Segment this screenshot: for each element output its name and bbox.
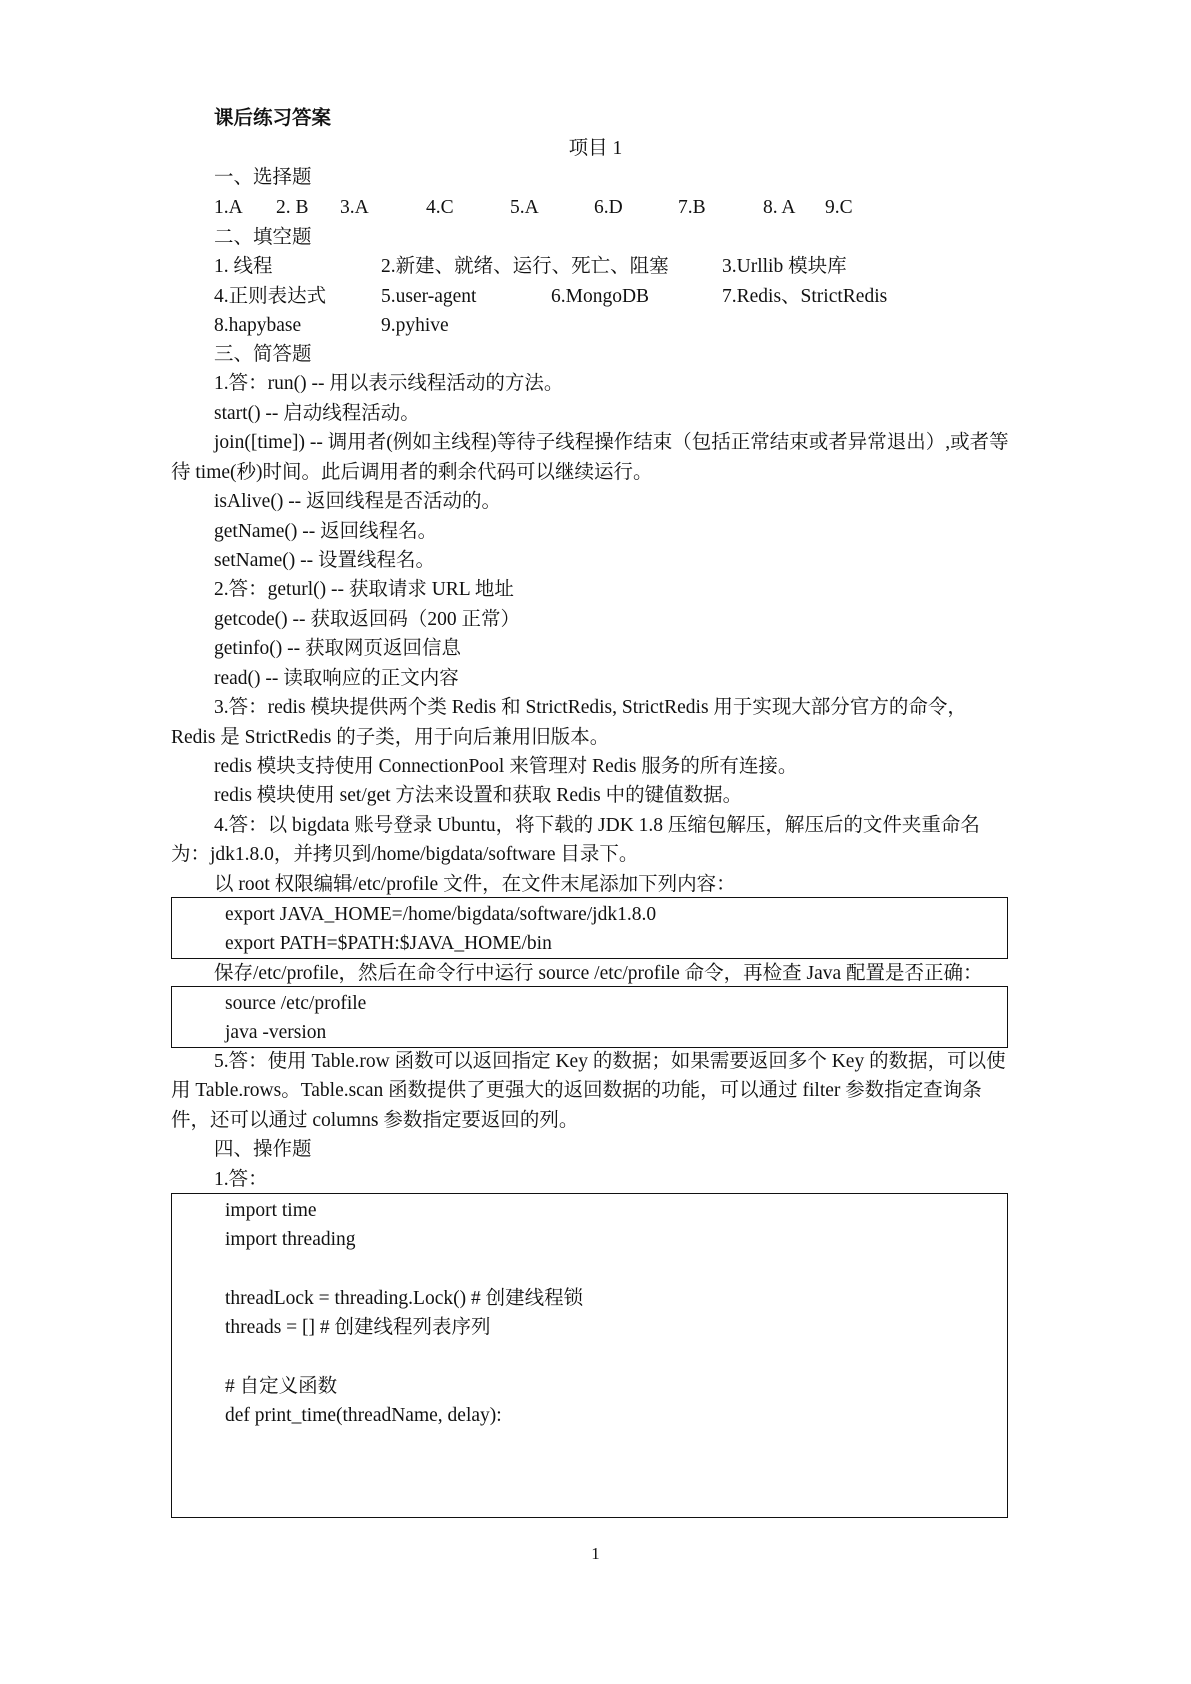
code-line: export JAVA_HOME=/home/bigdata/software/jdk1.8.0 [225,904,657,925]
fill-answer: 4.正则表达式 [214,286,327,307]
code-box-python [171,1193,1008,1518]
code-line: def print_time(threadName, delay): [225,1405,502,1426]
fill-answer: 7.Redis、StrictRedis [722,286,888,307]
project-title: 项目 1 [568,138,623,159]
short-q1-line: 待 time(秒)时间。此后调用者的剩余代码可以继续运行。 [171,462,653,483]
choice-answers-row [214,196,1014,220]
short-q1-line: setName() -- 设置线程名。 [214,550,435,571]
choice-answer: 6.D [594,197,623,218]
short-q2-line: getinfo() -- 获取网页返回信息 [214,638,461,659]
short-q5-line: 件，还可以通过 columns 参数指定要返回的列。 [171,1110,579,1131]
short-q4-line: 以 root 权限编辑/etc/profile 文件，在文件末尾添加下列内容： [214,874,736,895]
page-number: 1 [591,1544,600,1563]
choice-heading: 一、选择题 [214,167,312,188]
short-q4-after: 保存/etc/profile，然后在命令行中运行 source /etc/profile 命令，再检查 Java 配置是否正确： [214,963,983,984]
short-heading: 三、简答题 [214,344,312,365]
short-q3-line: redis 模块使用 set/get 方法来设置和获取 Redis 中的键值数据。 [214,785,743,806]
fill-row-1 [214,255,1014,279]
code-line: import time [225,1200,317,1221]
code-line: source /etc/profile [225,993,367,1014]
choice-answer: 9.C [825,197,853,218]
short-q3-line: Redis 是 StrictRedis 的子类，用于向后兼用旧版本。 [171,727,610,748]
fill-answer: 6.MongoDB [551,286,650,307]
fill-row-2 [214,285,1014,309]
short-q2-line: 2.答：geturl() -- 获取请求 URL 地址 [214,579,514,600]
fill-answer: 5.user-agent [381,286,477,307]
doc-title: 课后练习答案 [214,108,332,129]
code-line: import threading [225,1229,356,1250]
short-q2-line: getcode() -- 获取返回码（200 正常） [214,609,520,630]
fill-answer: 2.新建、就绪、运行、死亡、阻塞 [381,256,669,277]
choice-answer: 4.C [426,197,454,218]
code-line: java -version [225,1022,327,1043]
fill-row-3 [214,314,1014,338]
short-q3-line: 3.答：redis 模块提供两个类 Redis 和 StrictRedis, StrictRedis 用于实现大部分官方的命令， [214,697,967,718]
short-q4-line: 4.答：以 bigdata 账号登录 Ubuntu，将下载的 JDK 1.8 压缩包解压，解压后的文件夹重命名 [214,815,980,836]
code-line: threadLock = threading.Lock() # 创建线程锁 [225,1288,584,1309]
fill-heading: 二、填空题 [214,227,312,248]
short-q5-line: 用 Table.rows。Table.scan 函数提供了更强大的返回数据的功能，可以通过 filter 参数指定查询条 [171,1080,982,1101]
code-line: export PATH=$PATH:$JAVA_HOME/bin [225,933,552,954]
code-line: threads = [] # 创建线程列表序列 [225,1317,491,1338]
short-q5-line: 5.答：使用 Table.row 函数可以返回指定 Key 的数据；如果需要返回多个 Key 的数据，可以使 [214,1051,1006,1072]
short-q1-line: 1.答：run() -- 用以表示线程活动的方法。 [214,373,564,394]
choice-answer: 7.B [678,197,706,218]
code-box-source [171,986,1008,1048]
short-q1-line: isAlive() -- 返回线程是否活动的。 [214,491,502,512]
code-line: # 自定义函数 [225,1376,338,1397]
short-q3-line: redis 模块支持使用 ConnectionPool 来管理对 Redis 服务的所有连接。 [214,756,798,777]
short-q1-line: getName() -- 返回线程名。 [214,521,438,542]
choice-answer: 8. A [763,197,796,218]
fill-answer: 9.pyhive [381,315,449,336]
short-q1-line: join([time]) -- 调用者(例如主线程)等待子线程操作结束（包括正常结束或者异常退出）,或者等 [214,432,1009,453]
ops-q1-label: 1.答： [214,1169,268,1190]
short-q1-line: start() -- 启动线程活动。 [214,403,420,424]
choice-answer: 3.A [340,197,369,218]
choice-answer: 1.A [214,197,243,218]
code-box-profile [171,897,1008,959]
fill-answer: 8.hapybase [214,315,302,336]
short-q4-line: 为：jdk1.8.0，并拷贝到/home/bigdata/software 目录下。 [171,844,639,865]
short-q2-line: read() -- 读取响应的正文内容 [214,668,459,689]
choice-answer: 2. B [276,197,309,218]
ops-heading: 四、操作题 [214,1139,312,1160]
choice-answer: 5.A [510,197,539,218]
fill-answer: 1. 线程 [214,256,273,277]
fill-answer: 3.Urllib 模块库 [722,256,847,277]
